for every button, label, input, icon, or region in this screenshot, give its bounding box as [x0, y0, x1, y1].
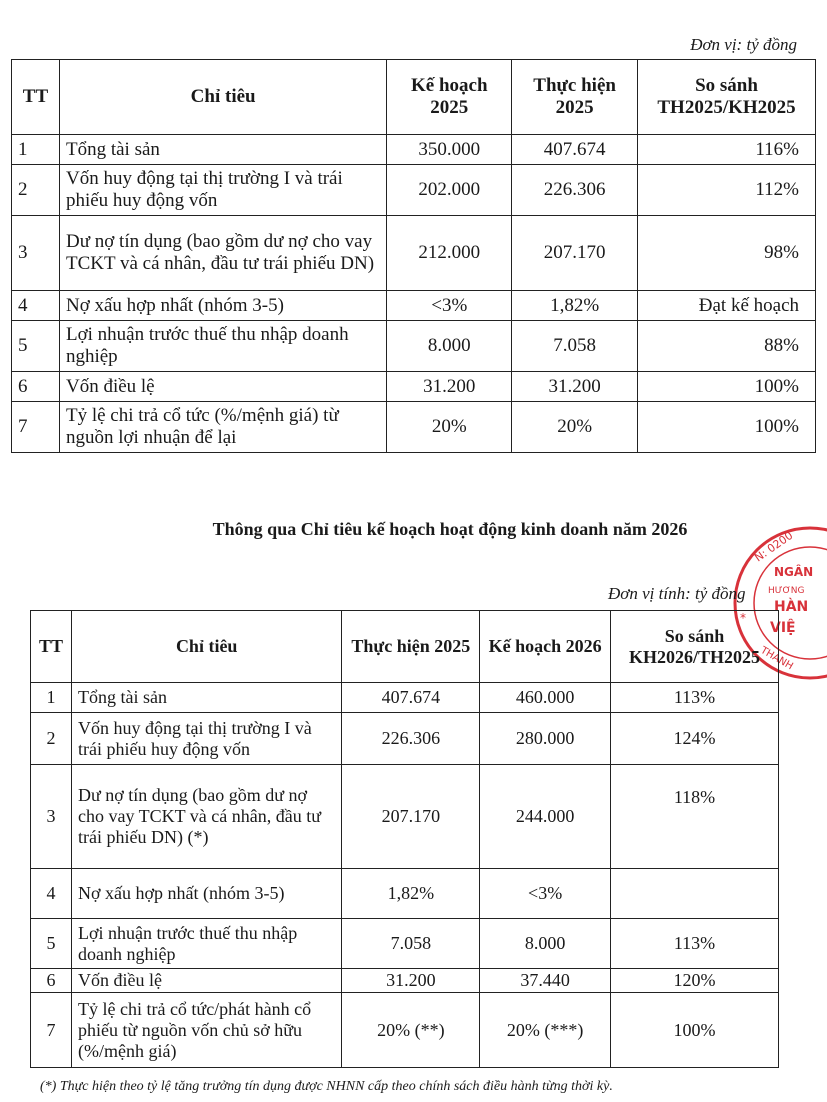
cell-compare: 100% — [638, 402, 816, 453]
cell-plan: 280.000 — [480, 713, 611, 765]
cell-actual: 207.170 — [342, 765, 480, 869]
table2-unit: Đơn vị tính: tỷ đồng — [608, 584, 746, 603]
table-row — [12, 135, 816, 165]
cell-tt: 2 — [31, 713, 72, 765]
cell-plan: 20% — [387, 402, 512, 453]
svg-text:HÀN: HÀN — [774, 599, 809, 615]
table-row — [12, 216, 816, 291]
cell-actual: 20% (**) — [342, 993, 480, 1068]
cell-label: Vốn huy động tại thị trường I và trái phiếu huy động vốn — [71, 713, 341, 765]
svg-text:N: 0200: N: 0200 — [752, 528, 796, 565]
table-row — [31, 683, 779, 713]
header-chi-tieu: Chỉ tiêu — [59, 60, 386, 135]
cell-actual: 31.200 — [342, 969, 480, 993]
cell-tt: 4 — [31, 869, 72, 919]
cell-label: Tổng tài sản — [59, 135, 386, 165]
cell-actual: 207.170 — [512, 216, 638, 291]
cell-tt: 7 — [31, 993, 72, 1068]
cell-plan: 37.440 — [480, 969, 611, 993]
header-thuc-hien-2025: Thực hiện 2025 — [512, 60, 638, 135]
cell-label: Vốn huy động tại thị trường I và trái phiếu huy động vốn — [59, 165, 386, 216]
cell-plan: 8.000 — [387, 321, 512, 372]
cell-tt: 4 — [12, 291, 60, 321]
svg-text:VIỆ: VIỆ — [770, 620, 796, 636]
header-ke-hoach-2026: Kế hoạch 2026 — [480, 611, 611, 683]
header-thuc-hien-2025: Thực hiện 2025 — [342, 611, 480, 683]
header-tt: TT — [12, 60, 60, 135]
cell-label: Dư nợ tín dụng (bao gồm dư nợ cho vay TCKT và cá nhân, đầu tư trái phiếu DN) (*) — [71, 765, 341, 869]
cell-actual: 1,82% — [342, 869, 480, 919]
cell-actual: 226.306 — [512, 165, 638, 216]
cell-label: Tỷ lệ chi trả cổ tức/phát hành cổ phiếu từ nguồn vốn chủ sở hữu (%/mệnh giá) — [71, 993, 341, 1068]
cell-actual: 226.306 — [342, 713, 480, 765]
footnote: (*) Thực hiện theo tỷ lệ tăng trưởng tín dụng được NHNN cấp theo chính sách điều hành từng thời kỳ. — [40, 1079, 613, 1094]
cell-label: Lợi nhuận trước thuế thu nhập doanh nghiệp — [59, 321, 386, 372]
cell-label: Nợ xấu hợp nhất (nhóm 3-5) — [59, 291, 386, 321]
cell-compare: 113% — [611, 919, 779, 969]
cell-compare: 116% — [638, 135, 816, 165]
cell-actual: 7.058 — [342, 919, 480, 969]
header-chi-tieu: Chỉ tiêu — [71, 611, 341, 683]
cell-actual: 31.200 — [512, 372, 638, 402]
cell-label: Nợ xấu hợp nhất (nhóm 3-5) — [71, 869, 341, 919]
cell-actual: 407.674 — [512, 135, 638, 165]
cell-label: Tổng tài sản — [71, 683, 341, 713]
table-row — [31, 869, 779, 919]
table-row — [12, 402, 816, 453]
header-tt: TT — [31, 611, 72, 683]
cell-tt: 2 — [12, 165, 60, 216]
header-ke-hoach-2025: Kế hoạch 2025 — [387, 60, 512, 135]
cell-compare: 120% — [611, 969, 779, 993]
cell-plan: 460.000 — [480, 683, 611, 713]
cell-actual: 407.674 — [342, 683, 480, 713]
cell-tt: 3 — [12, 216, 60, 291]
cell-plan: 20% (***) — [480, 993, 611, 1068]
cell-actual: 20% — [512, 402, 638, 453]
cell-tt: 1 — [31, 683, 72, 713]
table-row — [12, 372, 816, 402]
cell-plan: 8.000 — [480, 919, 611, 969]
table-2025-results — [11, 59, 816, 453]
table-header-row — [31, 611, 779, 683]
table-header-row — [12, 60, 816, 135]
table-row — [12, 321, 816, 372]
cell-tt: 5 — [12, 321, 60, 372]
svg-text:THANH: THANH — [758, 645, 795, 673]
table-row — [31, 765, 779, 869]
cell-label: Tỷ lệ chi trả cổ tức (%/mệnh giá) từ nguồn lợi nhuận để lại — [59, 402, 386, 453]
cell-actual: 7.058 — [512, 321, 638, 372]
cell-actual: 1,82% — [512, 291, 638, 321]
cell-plan: 212.000 — [387, 216, 512, 291]
cell-label: Dư nợ tín dụng (bao gồm dư nợ cho vay TCKT và cá nhân, đầu tư trái phiếu DN) — [59, 216, 386, 291]
table-2026-plan — [30, 610, 779, 1068]
svg-text:NGÂN: NGÂN — [774, 565, 814, 579]
header-so-sanh: So sánh KH2026/TH2025 — [611, 611, 779, 683]
cell-plan: 202.000 — [387, 165, 512, 216]
cell-label: Lợi nhuận trước thuế thu nhập doanh nghiệp — [71, 919, 341, 969]
header-so-sanh: So sánh TH2025/KH2025 — [638, 60, 816, 135]
cell-compare: 113% — [611, 683, 779, 713]
table-row — [31, 969, 779, 993]
cell-label: Vốn điều lệ — [71, 969, 341, 993]
cell-tt: 5 — [31, 919, 72, 969]
cell-compare — [611, 869, 779, 919]
cell-compare: 98% — [638, 216, 816, 291]
cell-plan: <3% — [387, 291, 512, 321]
cell-tt: 3 — [31, 765, 72, 869]
table-row — [31, 713, 779, 765]
cell-compare: 118% — [611, 765, 779, 869]
table1-unit: Đơn vị: tỷ đồng — [690, 35, 797, 54]
cell-compare: 100% — [611, 993, 779, 1068]
table-row — [12, 165, 816, 216]
cell-tt: 6 — [12, 372, 60, 402]
cell-compare: 124% — [611, 713, 779, 765]
table-row — [31, 993, 779, 1068]
cell-tt: 6 — [31, 969, 72, 993]
cell-plan: <3% — [480, 869, 611, 919]
svg-text:*: * — [740, 611, 746, 625]
cell-compare: 88% — [638, 321, 816, 372]
cell-plan: 31.200 — [387, 372, 512, 402]
cell-plan: 350.000 — [387, 135, 512, 165]
cell-tt: 1 — [12, 135, 60, 165]
table-row — [31, 919, 779, 969]
cell-compare: Đạt kế hoạch — [638, 291, 816, 321]
cell-compare: 112% — [638, 165, 816, 216]
cell-plan: 244.000 — [480, 765, 611, 869]
table-row — [12, 291, 816, 321]
cell-tt: 7 — [12, 402, 60, 453]
cell-compare: 100% — [638, 372, 816, 402]
cell-label: Vốn điều lệ — [59, 372, 386, 402]
section-title-2026: Thông qua Chỉ tiêu kế hoạch hoạt động kinh doanh năm 2026 — [212, 519, 688, 539]
svg-text:HƯƠNG: HƯƠNG — [768, 586, 805, 596]
